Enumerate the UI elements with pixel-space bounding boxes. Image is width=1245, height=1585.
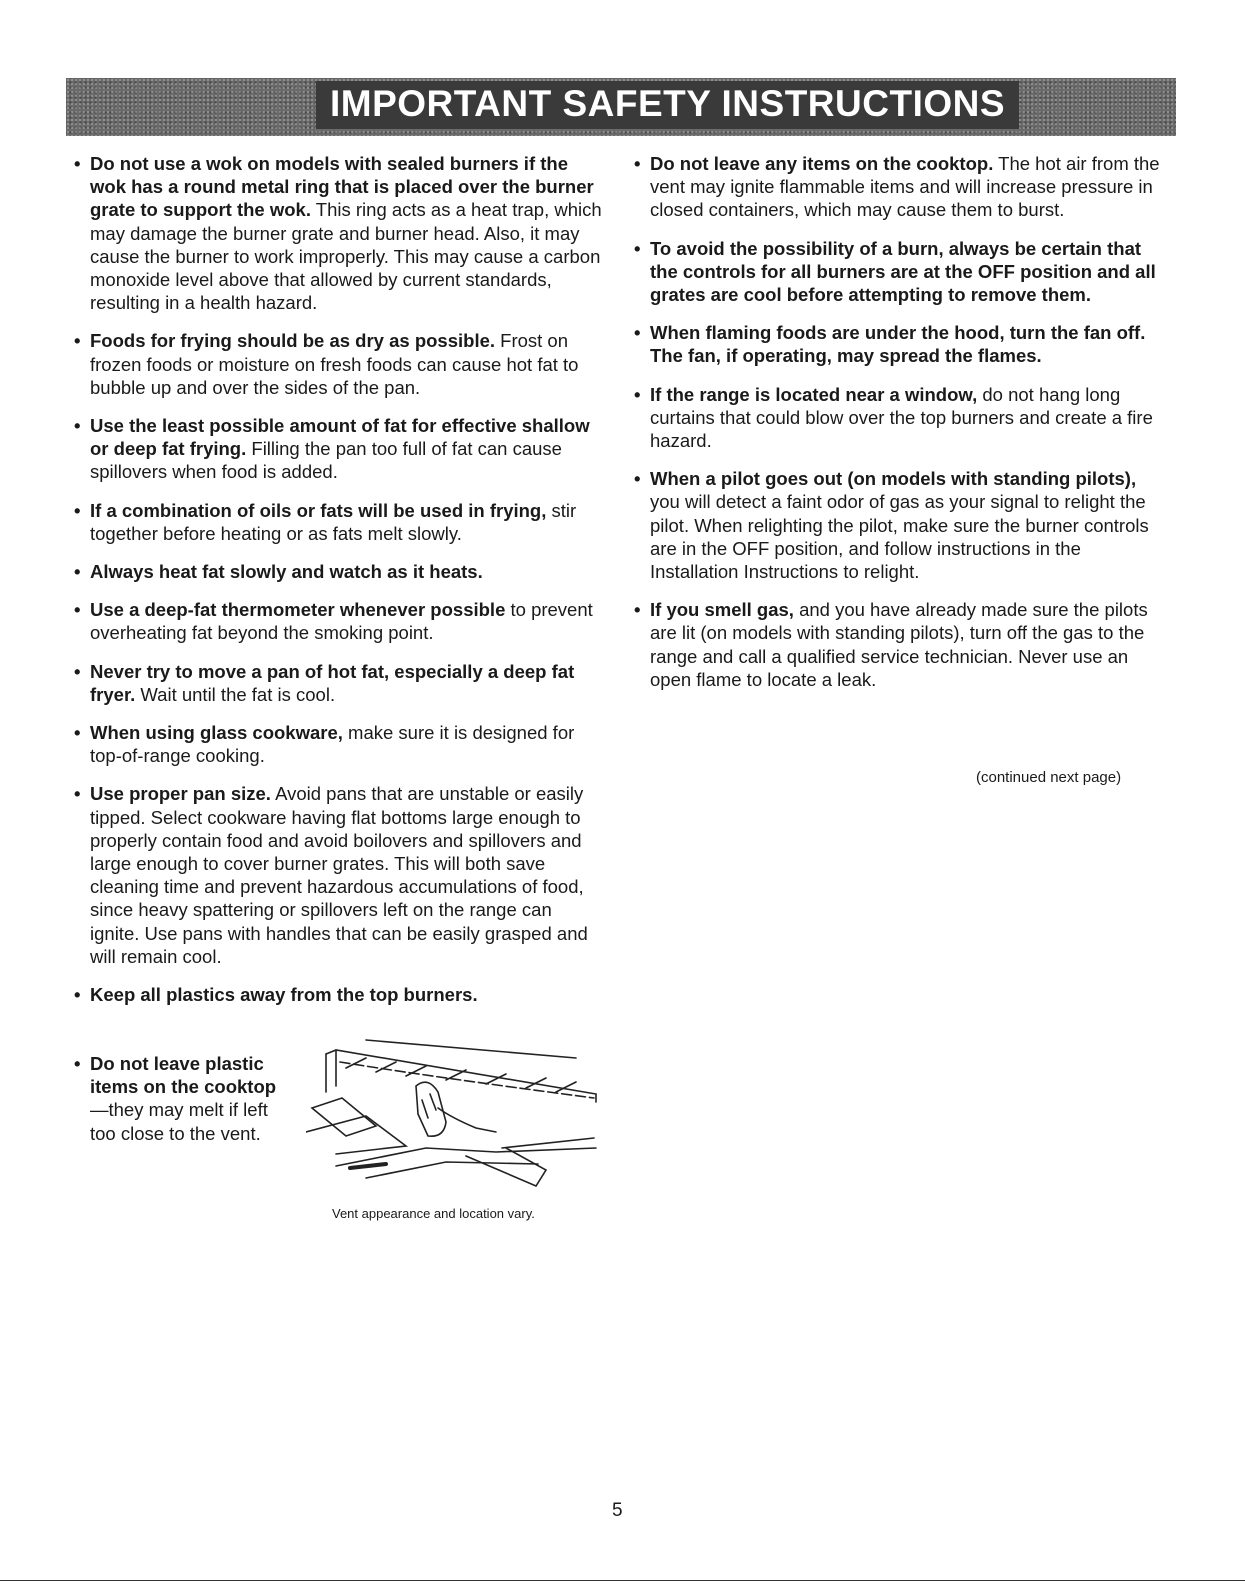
item-body: Avoid pans that are unstable or easily tipped. Select cookware having flat bottoms large enough to properly contain food and avoid boilovers and spillovers and large enough to cover burner grates. This will both save cleaning time and prevent hazardous accumulations of food, since heavy spattering or spillovers left on the range can ignite. Use pans with handles that can be easily grasped and will remain cool. xyxy=(90,783,588,967)
right-column xyxy=(634,152,1164,706)
item-body: stir together before heating or as fats melt slowly. xyxy=(90,499,577,544)
safety-item xyxy=(74,660,604,706)
item-heading: If the range is located near a window, xyxy=(650,383,978,405)
title-banner xyxy=(66,78,1176,136)
item-body: to prevent overheating fat beyond the smoking point. xyxy=(90,599,593,644)
safety-item xyxy=(634,321,1164,367)
continued-note: (continued next page) xyxy=(976,769,1122,786)
item-heading: Use a deep-fat thermometer whenever possible xyxy=(90,599,506,621)
item-heading: To avoid the possibility of a burn, always be certain that the controls for all burners are at the OFF position and all grates are cool before attempting to remove them. xyxy=(650,237,1156,306)
safety-item xyxy=(74,1052,284,1145)
item-heading: Use proper pan size. xyxy=(90,783,271,805)
item-heading: Never try to move a pan of hot fat, especially a deep fat fryer. xyxy=(90,660,575,705)
item-heading: When flaming foods are under the hood, turn the fan off. The fan, if operating, may spread the flames. xyxy=(650,322,1146,367)
safety-item xyxy=(634,467,1164,583)
item-heading: When using glass cookware, xyxy=(90,722,343,744)
safety-item xyxy=(634,598,1164,691)
item-heading: When a pilot goes out (on models with standing pilots), xyxy=(650,468,1137,490)
item-heading: Keep all plastics away from the top burners. xyxy=(90,984,478,1006)
safety-item xyxy=(634,383,1164,453)
safety-item xyxy=(634,152,1164,222)
item-heading: Do not leave plastic items on the cooktop xyxy=(90,1053,277,1098)
safety-item xyxy=(634,237,1164,307)
item-body: This ring acts as a heat trap, which may damage the burner grate and burner head. Also, it may cause the burner to work improperly. This may cause a carbon monoxide level above that allowed by current standards, resulting in a health hazard. xyxy=(90,199,602,314)
safety-item xyxy=(74,598,604,644)
item-body: do not hang long curtains that could blow over the top burners and create a fire hazard. xyxy=(650,383,1153,452)
safety-item xyxy=(74,329,604,399)
item-heading: Always heat fat slowly and watch as it heats. xyxy=(90,561,483,583)
bottom-rule xyxy=(0,1580,1245,1581)
item-body: you will detect a faint odor of gas as your signal to relight the pilot. When relighting the pilot, make sure the burner controls are in the OFF position, and follow instructions in the Installation Instructions to relight. xyxy=(650,491,1149,583)
safety-item xyxy=(74,560,604,583)
safety-item xyxy=(74,721,604,767)
item-heading: Do not leave any items on the cooktop. xyxy=(650,153,994,174)
vent-illustration xyxy=(306,1036,606,1196)
item-heading: Do not use a wok on models with sealed burners if the wok has a round metal ring that is placed over the burner grate to support the wok. xyxy=(90,153,594,221)
item-heading: If a combination of oils or fats will be used in frying, xyxy=(90,499,547,521)
item-heading: Use the least possible amount of fat for effective shallow or deep fat frying. xyxy=(90,415,590,460)
safety-item xyxy=(74,152,604,314)
safety-item xyxy=(74,782,604,968)
item-body: Wait until the fat is cool. xyxy=(135,683,336,705)
safety-item xyxy=(74,499,604,545)
item-body: Filling the pan too full of fat can cause spillovers when food is added. xyxy=(90,438,562,483)
item-body: Frost on frozen foods or moisture on fresh foods can cause hot fat to bubble up and over the sides of the pan. xyxy=(90,330,579,398)
left-column xyxy=(74,152,604,1021)
item-body: —they may melt if left too close to the vent. xyxy=(90,1099,268,1144)
item-body: make sure it is designed for top-of-range cooking. xyxy=(90,722,575,767)
item-heading: If you smell gas, xyxy=(650,599,794,621)
safety-item xyxy=(74,414,604,484)
safety-item xyxy=(74,983,604,1006)
plastic-warning xyxy=(74,1052,284,1145)
item-body: and you have already made sure the pilots are lit (on models with standing pilots), turn off the gas to the range and call a qualified service technician. Never use an open flame to locate a leak. xyxy=(650,599,1148,690)
item-heading: Foods for frying should be as dry as possible. xyxy=(90,330,496,352)
page-title: IMPORTANT SAFETY INSTRUCTIONS xyxy=(316,81,1019,129)
page-number: 5 xyxy=(612,1500,623,1521)
vent-caption: Vent appearance and location vary. xyxy=(332,1206,535,1221)
item-body: The hot air from the vent may ignite flammable items and will increase pressure in closed containers, which may cause them to burst. xyxy=(650,153,1160,221)
